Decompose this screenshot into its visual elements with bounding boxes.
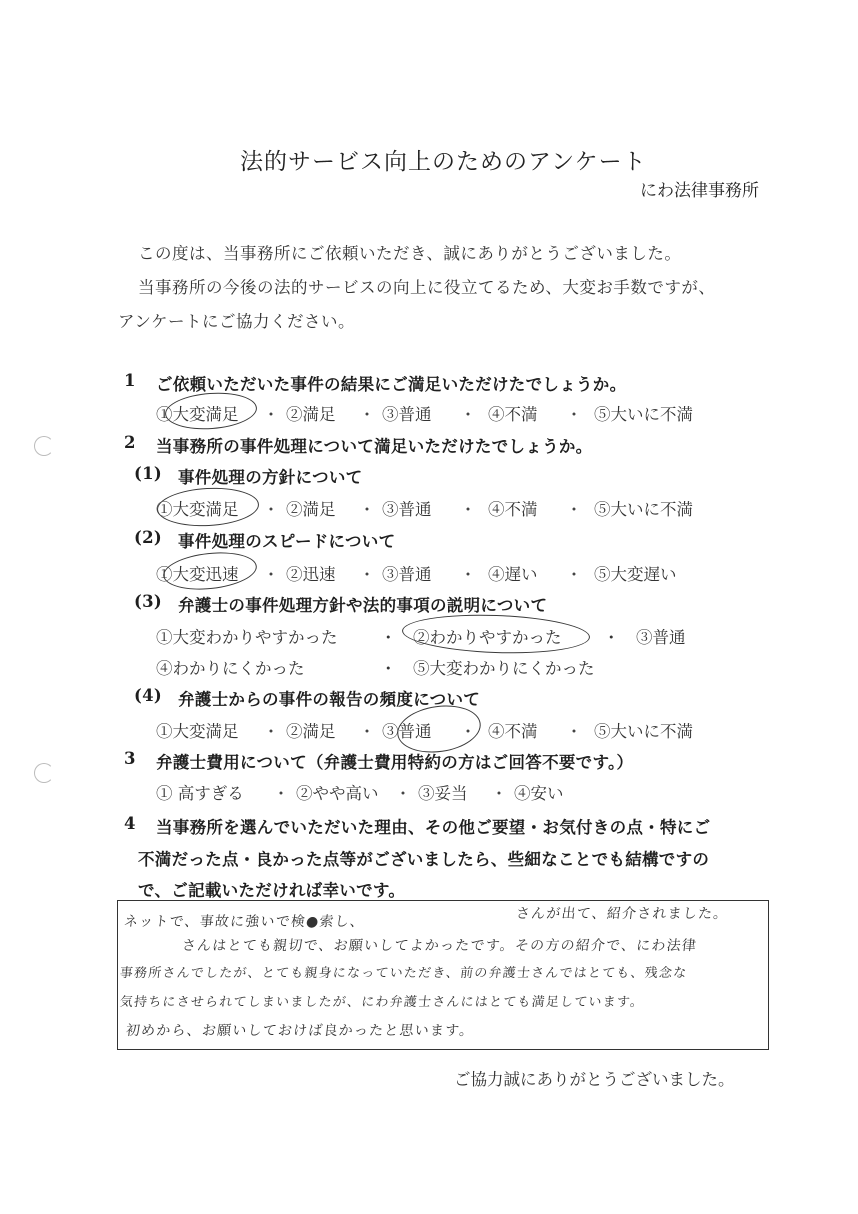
separator: ・ (358, 565, 376, 584)
q2-1-option-1[interactable]: ①大変満足 (156, 500, 239, 519)
q2-2-option-5[interactable]: ⑤大変遅い (594, 565, 677, 584)
comment-box[interactable] (117, 900, 769, 1050)
q2-3-option-5[interactable]: ⑤大変わかりにくかった (413, 659, 595, 678)
separator: ・ (459, 405, 477, 424)
separator: ・ (358, 500, 376, 519)
q3-options (156, 780, 564, 804)
q2-1-text: 事件処理の方針について (178, 468, 363, 487)
separator: ・ (262, 500, 280, 519)
separator: ・ (565, 565, 583, 584)
binder-hole-top (34, 436, 54, 456)
q2-2-number: (2) (134, 528, 162, 547)
q2-2-option-3[interactable]: ③普通 (382, 565, 432, 584)
separator: ・ (380, 628, 397, 647)
q2-3-option-3[interactable]: ③普通 (636, 628, 686, 647)
separator: ・ (358, 405, 376, 424)
comment-line-1b: さんが出て、紹介されました。 (515, 906, 730, 922)
q3-option-3[interactable]: ③妥当 (418, 784, 468, 803)
intro-line-2: 当事務所の今後の法的サービスの向上に役立てるため、大変お手数ですが、 (138, 278, 716, 297)
q3-number: 3 (124, 749, 136, 768)
comment-line-2: さんはとても親切で、お願いしてよかったです。その方の紹介で、にわ法律 (181, 938, 698, 954)
q3-text: 弁護士費用について（弁護士費用特約の方はご回答不要です。） (156, 753, 634, 772)
separator: ・ (272, 784, 290, 803)
q1-option-4[interactable]: ④不満 (488, 405, 538, 424)
q2-4-options (156, 718, 693, 742)
q2-1-options (156, 496, 693, 520)
q2-1-option-5[interactable]: ⑤大いに不満 (594, 500, 693, 519)
q1-option-2[interactable]: ②満足 (286, 405, 336, 424)
separator: ・ (262, 405, 280, 424)
q1-option-1[interactable]: ①大変満足 (156, 405, 239, 424)
closing-thanks: ご協力誠にありがとうございました。 (454, 1070, 735, 1089)
separator: ・ (459, 565, 477, 584)
q2-2-options (156, 561, 677, 585)
q2-1-number: (1) (134, 464, 162, 483)
q3-option-1[interactable]: ① 高すぎる (156, 784, 244, 803)
q1-number: 1 (124, 371, 136, 390)
separator: ・ (394, 784, 412, 803)
intro-line-1: この度は、当事務所にご依頼いただき、誠にありがとうございました。 (138, 244, 682, 263)
q2-3-option-4[interactable]: ④わかりにくかった (156, 659, 305, 678)
binder-hole-bottom (34, 763, 54, 783)
separator: ・ (490, 784, 508, 803)
separator: ・ (565, 405, 583, 424)
firm-name: にわ法律事務所 (640, 181, 759, 201)
q4-line-1: 当事務所を選んでいただいた理由、その他ご要望・お気付きの点・特にご (156, 818, 711, 837)
separator: ・ (380, 659, 397, 678)
survey-title: 法的サービス向上のためのアンケート (240, 149, 647, 175)
q4-line-3: で、ご記載いただければ幸いです。 (138, 881, 406, 900)
separator: ・ (262, 565, 280, 584)
q2-3-option-2[interactable]: ②わかりやすかった (413, 628, 562, 647)
separator: ・ (603, 628, 620, 647)
q1-option-5[interactable]: ⑤大いに不満 (594, 405, 693, 424)
q2-2-option-1[interactable]: ①大変迅速 (156, 565, 239, 584)
separator: ・ (262, 722, 280, 741)
q2-2-option-2[interactable]: ②迅速 (286, 565, 336, 584)
q4-number: 4 (124, 814, 136, 833)
q2-4-text: 弁護士からの事件の報告の頻度について (178, 690, 481, 709)
q2-1-option-3[interactable]: ③普通 (382, 500, 432, 519)
q2-4-number: (4) (134, 686, 162, 705)
q2-4-option-1[interactable]: ①大変満足 (156, 722, 239, 741)
q1-options (156, 401, 693, 425)
q3-option-2[interactable]: ②やや高い (296, 784, 379, 803)
q2-2-option-4[interactable]: ④遅い (488, 565, 538, 584)
separator: ・ (565, 500, 583, 519)
q2-2-text: 事件処理のスピードについて (178, 532, 396, 551)
q2-4-option-2[interactable]: ②満足 (286, 722, 336, 741)
separator: ・ (358, 722, 376, 741)
comment-line-5: 初めから、お願いしておけば良かったと思います。 (125, 1023, 476, 1039)
separator: ・ (459, 500, 477, 519)
comment-line-4: 気持ちにさせられてしまいましたが、にわ弁護士さんにはとても満足しています。 (119, 995, 645, 1010)
q2-3-text: 弁護士の事件処理方針や法的事項の説明について (178, 596, 548, 615)
q2-3-number: (3) (134, 592, 162, 611)
q1-text: ご依頼いただいた事件の結果にご満足いただけたでしょうか。 (156, 375, 627, 394)
q2-4-option-4[interactable]: ④不満 (488, 722, 538, 741)
q4-line-2: 不満だった点・良かった点等がございましたら、些細なことでも結構ですの (138, 850, 710, 869)
separator: ・ (459, 722, 477, 741)
q1-option-3[interactable]: ③普通 (382, 405, 432, 424)
q2-1-option-2[interactable]: ②満足 (286, 500, 336, 519)
q3-option-4[interactable]: ④安い (514, 784, 564, 803)
q2-4-option-5[interactable]: ⑤大いに不満 (594, 722, 693, 741)
q2-1-option-4[interactable]: ④不満 (488, 500, 538, 519)
separator: ・ (565, 722, 583, 741)
q2-3-option-1[interactable]: ①大変わかりやすかった (156, 628, 338, 647)
intro-line-3: アンケートにご協力ください。 (118, 312, 356, 331)
comment-line-3: 事務所さんでしたが、とても親身になっていただき、前の弁護士さんではとても、残念な (119, 966, 689, 981)
q2-4-option-3[interactable]: ③普通 (382, 722, 432, 741)
comment-line-1: ネットで、事故に強いで検●索し、 (123, 914, 366, 930)
q2-number: 2 (124, 433, 136, 452)
q2-text: 当事務所の事件処理について満足いただけたでしょうか。 (156, 437, 593, 456)
